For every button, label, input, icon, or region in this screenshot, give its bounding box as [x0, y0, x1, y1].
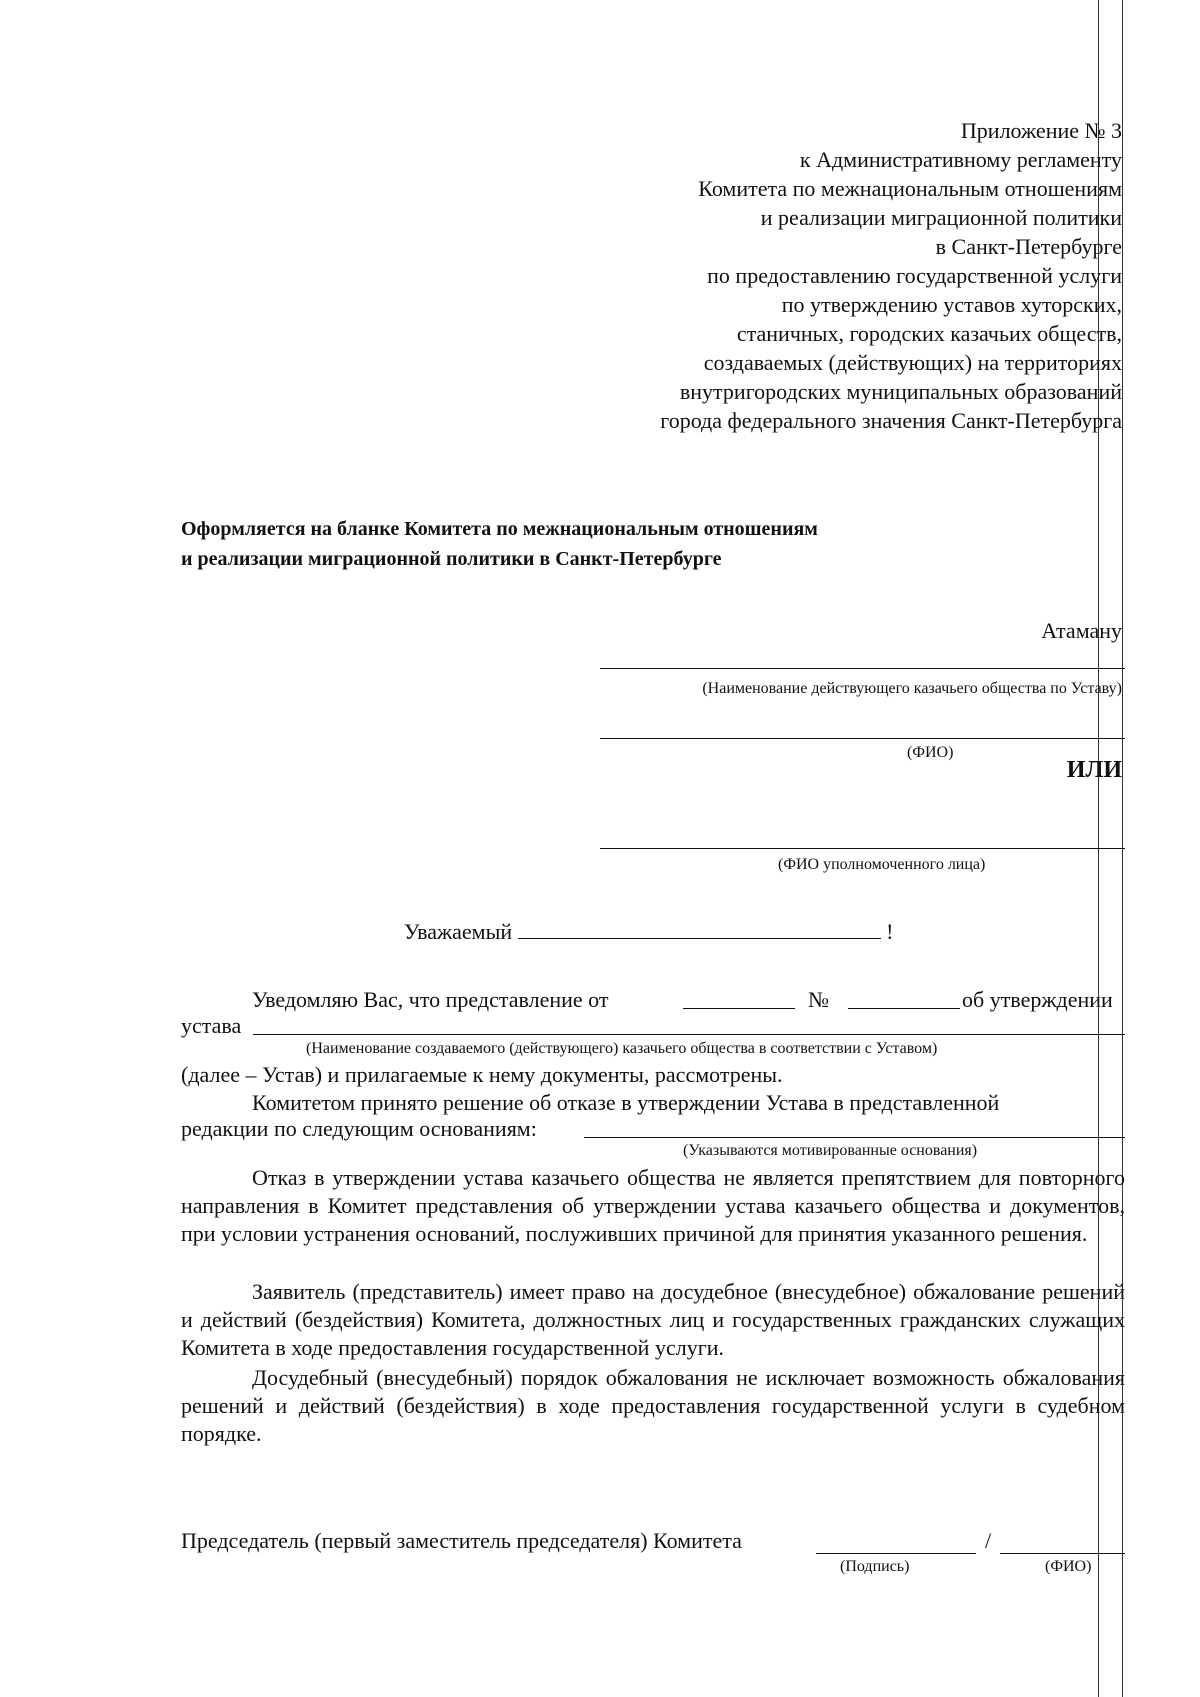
notice-para3: Отказ в утверждении устава казачьего общества не является препятствием для повторного направления в Комитет представления об утверждении устава казачьего общества и документов, при условии устранения оснований, послуживших причиной для принятия указанного решения. — [181, 1165, 1125, 1246]
signature-fio-line[interactable] — [1000, 1553, 1125, 1554]
header-line: по предоставлению государственной услуги — [707, 263, 1122, 288]
notice-para1-end: об утверждении — [962, 987, 1113, 1012]
authorized-caption: (ФИО уполномоченного лица) — [778, 856, 986, 873]
ustav-label: устава — [181, 1013, 242, 1038]
greeting-prefix: Уважаемый — [404, 919, 513, 944]
representation-number-line[interactable] — [848, 1008, 960, 1009]
header-line: станичных, городских казачьих обществ, — [736, 321, 1122, 346]
header-line: Приложение № 3 — [960, 118, 1122, 143]
representation-date-line[interactable] — [683, 1008, 795, 1009]
fio-caption: (ФИО) — [907, 744, 954, 761]
number-sign: № — [808, 987, 829, 1012]
blank-note-line-1: Оформляется на бланке Комитета по межнациональным отношениям — [181, 518, 818, 540]
header-line: Комитета по межнациональным отношениям — [698, 176, 1122, 201]
header-line: и реализации миграционной политики — [760, 205, 1122, 230]
header-line: создаваемых (действующих) на территориях — [703, 350, 1122, 375]
notice-para5: Досудебный (внесудебный) порядок обжалования не исключает возможность обжалования решений и действий (бездействия) в ходе предоставления государственной услуги в судебном порядке. — [181, 1365, 1125, 1446]
notice-para1-tail: (далее – Устав) и прилагаемые к нему документы, рассмотрены. — [181, 1062, 783, 1087]
notice-para4: Заявитель (представитель) имеет право на досудебное (внесудебное) обжалование решений и действий (бездействия) Комитета, должностных лиц и государственных гражданских служащих Комитета в ходе предоставления государственной услуги. — [181, 1279, 1125, 1360]
header-line: города федерального значения Санкт-Петербурга — [660, 408, 1122, 433]
signature-label: Председатель (первый заместитель председателя) Комитета — [181, 1528, 742, 1553]
society-caption: (Наименование действующего казачьего общества по Уставу) — [702, 680, 1122, 697]
charter-caption: (Наименование создаваемого (действующего) казачьего общества в соответствии с Уставом) — [306, 1040, 938, 1057]
society-name-line[interactable] — [600, 668, 1125, 669]
authorized-person-line[interactable] — [600, 848, 1125, 849]
header-line: внутригородских муниципальных образований — [679, 379, 1122, 404]
greeting-suffix: ! — [886, 919, 894, 944]
or-label: ИЛИ — [1066, 757, 1122, 783]
header-line: в Санкт-Петербурге — [935, 234, 1122, 259]
grounds-caption: (Указываются мотивированные основания) — [683, 1142, 978, 1159]
notice-para2-line1: Комитетом принято решение об отказе в утверждении Устава в представленной — [252, 1090, 1000, 1115]
appendix-header — [422, 116, 1122, 435]
greeting-name-line[interactable] — [518, 918, 881, 939]
blank-note — [181, 514, 1041, 574]
grounds-line[interactable] — [584, 1137, 1125, 1138]
header-line: по утверждению уставов хуторских, — [781, 292, 1122, 317]
header-line: к Административному регламенту — [799, 147, 1122, 172]
notice-para2-line2: редакции по следующим основаниям: — [181, 1116, 537, 1141]
signature-caption: (Подпись) — [840, 1558, 910, 1575]
signature-fio-caption: (ФИО) — [1045, 1558, 1092, 1575]
fio-line[interactable] — [600, 738, 1125, 739]
greeting — [404, 918, 894, 945]
notice-para1-start: Уведомляю Вас, что представление от — [252, 987, 609, 1012]
charter-name-line[interactable] — [253, 1034, 1125, 1035]
addressee-ataman: Атаману — [1041, 618, 1122, 643]
blank-note-line-2: и реализации миграционной политики в Санкт-Петербурге — [181, 548, 722, 570]
signature-line[interactable] — [816, 1553, 976, 1554]
signature-slash: / — [985, 1528, 992, 1553]
